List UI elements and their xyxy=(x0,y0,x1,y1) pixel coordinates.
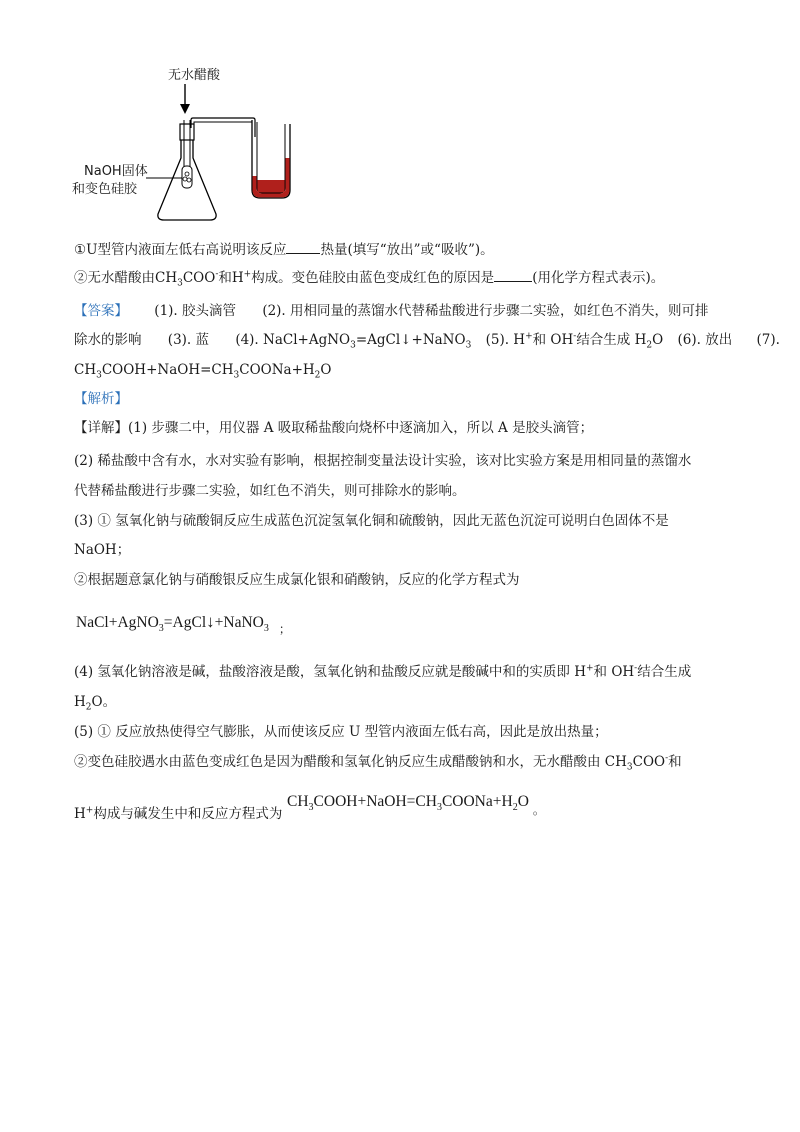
analysis-para-3a: (3) ① 氢氧化钠与硫酸铜反应生成蓝色沉淀氢氧化铜和硫酸钠，因此无蓝色沉淀可说明白色固体不是 xyxy=(74,513,669,529)
analysis-para-5c: H+构成与碱发生中和反应方程式为 xyxy=(74,805,283,822)
analysis-para-1: 【详解】(1) 步骤二中，用仪器 A 吸取稀盐酸向烧杯中逐滴加入，所以 A 是胶头滴管； xyxy=(74,420,594,436)
answer-line-2: 除水的影响 (3). 蓝 (4). NaCl+AgNO$_3$=AgCl↓+NaNO$_3$ (5). H+和 OH-结合生成 $H_2O$ (6). 放出 (7). xyxy=(74,331,780,351)
analysis-para-5b: ②变色硅胶遇水由蓝色变成红色是因为醋酸和氢氧化钠反应生成醋酸钠和水，无水醋酸由 $CH_3COO^-$和 xyxy=(74,753,682,773)
apparatus-drawing xyxy=(70,62,330,232)
equation-acetic-naoh: $CH_3COOH+NaOH=CH_3COONa+H_2O$ $_。$ xyxy=(287,793,545,817)
arrow-head-icon xyxy=(180,104,190,114)
answer-line-3: $CH_3COOH+NaOH=CH_3COONa+H_2O$ xyxy=(74,362,332,381)
equation-nacl-agno3: NaCl+AgNO$_3$=AgCl↓+NaNO$_3$ $_;$ xyxy=(76,612,291,636)
analysis-para-5a: (5) ① 反应放热使得空气膨胀，从而使该反应 U 型管内液面左低右高，因此是放出热量； xyxy=(74,724,608,740)
small-tube xyxy=(182,166,192,188)
analysis-para-4b: $H_2O$。 xyxy=(74,694,117,713)
figure-label-silica-gel: 和变色硅胶 xyxy=(72,182,138,197)
question-1: ①U型管内液面左低右高说明该反应 热量(填写“放出”或“吸收”)。 xyxy=(74,242,494,258)
analysis-para-3c: ②根据题意氯化钠与硝酸银反应生成氯化银和硝酸钠，反应的化学方程式为 xyxy=(74,572,520,588)
analysis-para-4a: (4) 氢氧化钠溶液是碱，盐酸溶液是酸，氢氧化钠和盐酸反应就是酸碱中和的实质即 H+和 OH-结合生成 xyxy=(74,663,692,680)
answer-blank xyxy=(286,241,320,254)
delivery-tube xyxy=(191,118,255,137)
figure-label-naoh: NaOH固体 xyxy=(84,164,148,179)
analysis-para-3b: NaOH； xyxy=(74,542,131,558)
analysis-tag: 【解析】 xyxy=(74,391,128,407)
flask-stopper xyxy=(180,124,194,140)
figure-label-acetic-acid: 无水醋酸 xyxy=(168,68,221,83)
question-2: ②无水醋酸由$CH_3COO^-$和H+构成。变色硅胶由蓝色变成红色的原因是 (用化学方程式表示)。 xyxy=(74,269,665,289)
analysis-para-2a: (2) 稀盐酸中含有水，水对实验有影响，根据控制变量法设计实验，该对比实验方案是用相同量的蒸馏水 xyxy=(74,453,692,469)
answer-blank xyxy=(494,269,532,282)
answer-line-1: 【答案】 (1). 胶头滴管 (2). 用相同量的蒸馏水代替稀盐酸进行步骤二实验，如红色不消失，则可排 xyxy=(74,303,709,319)
apparatus-figure xyxy=(70,62,330,232)
answer-tag: 【答案】 xyxy=(74,303,128,319)
analysis-para-2b: 代替稀盐酸进行步骤二实验，如红色不消失，则可排除水的影响。 xyxy=(74,483,466,499)
